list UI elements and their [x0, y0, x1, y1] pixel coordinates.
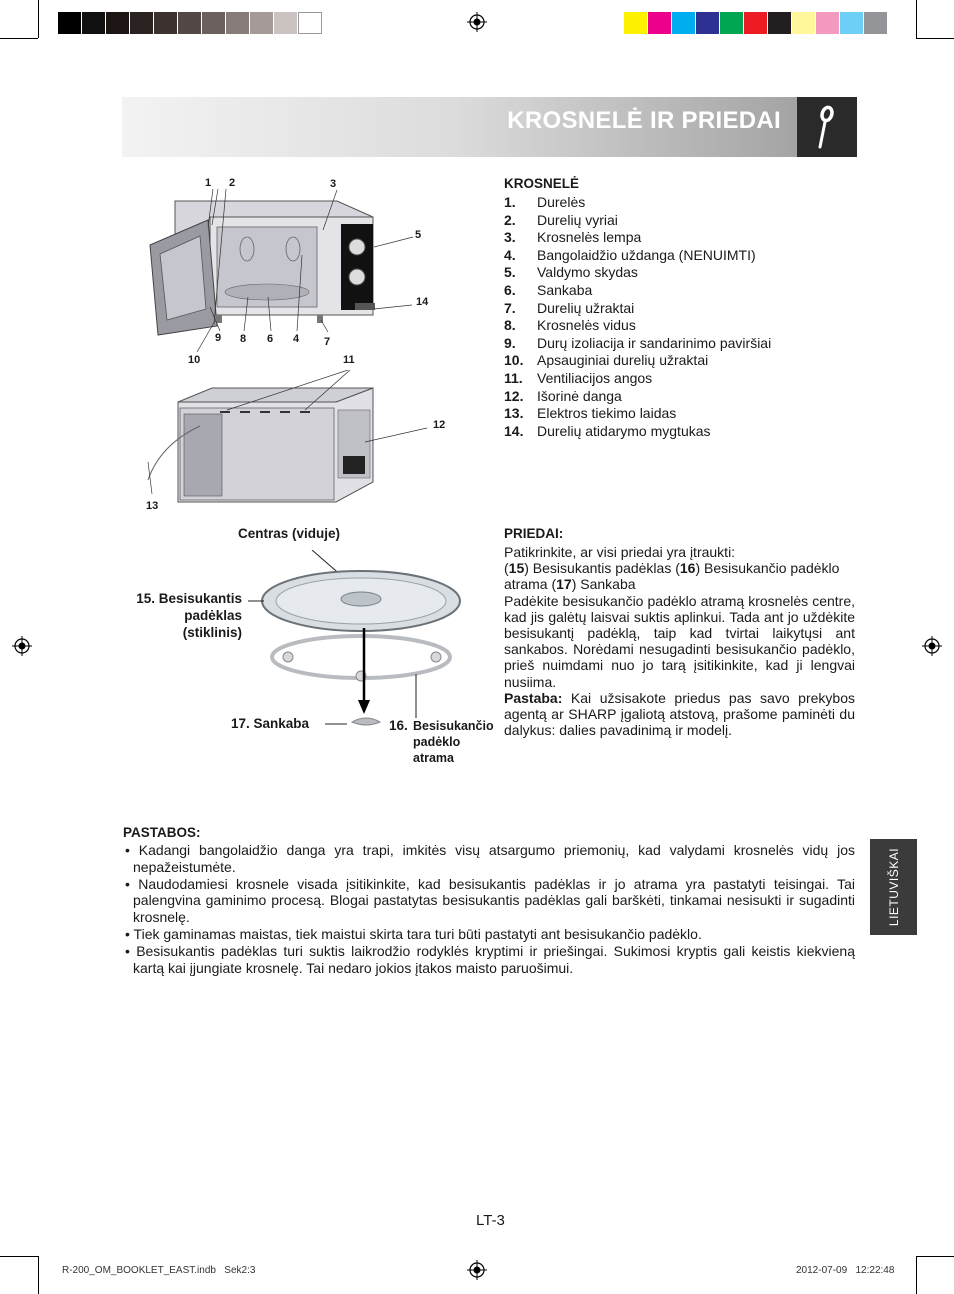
oven-part-item: [504, 423, 864, 441]
callout-number: 1: [205, 177, 212, 189]
registration-mark-icon: [12, 636, 32, 656]
callout-number: 7: [324, 336, 331, 348]
part-number: 13.: [504, 405, 524, 422]
oven-part-item: [504, 229, 864, 247]
accessories-text: [504, 544, 855, 738]
note-item: [123, 943, 855, 977]
support-label-line3: atrama: [413, 751, 454, 765]
oven-part-item: [504, 370, 864, 388]
oven-part-item: [504, 282, 864, 300]
part-label: Krosnelės vidus: [537, 317, 636, 334]
grayscale-calibration-bar: [58, 12, 322, 34]
callout-number: 5: [415, 229, 422, 241]
note-text: Besisukantis padėklas turi suktis laikrodžio rodyklės kryptimi ir priešingai. Sukimosi kryptis gali keistis kiekvieną kartą kai įjungiate krosnelę. Tai nedaro jokios įtakos maisto paruošimui.: [133, 942, 855, 976]
callout-number: 10: [188, 354, 201, 366]
oven-front-illustration: [140, 175, 480, 370]
oven-part-item: [504, 247, 864, 265]
calibration-swatch: [58, 12, 82, 34]
calibration-swatch: [720, 12, 744, 34]
part-label: Durelės: [537, 194, 586, 210]
calibration-swatch: [178, 12, 202, 34]
crop-mark: [916, 0, 917, 38]
accessories-section-title: PRIEDAI:: [504, 526, 564, 541]
section-header: [122, 97, 857, 157]
callout-number: 8: [240, 333, 247, 345]
callout-number: 4: [293, 333, 300, 345]
part-label: Durų izoliacija ir sandarinimo paviršiai: [537, 334, 772, 351]
part-number: 5.: [504, 264, 516, 281]
part-label: Krosnelės lempa: [537, 229, 642, 246]
callout-number: 11: [343, 354, 355, 366]
part-number: 2.: [504, 211, 516, 228]
part-number: 11.: [504, 369, 523, 386]
bullet-icon: •: [125, 842, 139, 858]
part-label: Išorinė danga: [537, 387, 622, 404]
part-label: Durelių užraktai: [537, 299, 635, 316]
oven-part-item: [504, 264, 864, 282]
part-label: Apsauginiai durelių užraktai: [537, 352, 709, 369]
part-label: Bangolaidžio uždanga (NENUIMTI): [537, 246, 756, 263]
calibration-swatch: [274, 12, 298, 34]
note-text: Kadangi bangolaidžio danga yra trapi, imkitės visų atsargumo priemonių, kad valydami krosnelės vidų jos nepažeistumėte.: [133, 842, 855, 875]
page-number: LT-3: [476, 1212, 505, 1229]
part-number: 3.: [504, 229, 516, 246]
crop-mark: [0, 38, 38, 39]
note-text: Tiek gaminamas maistas, tiek maistui skirta tara turi būti pastatyti ant besisukančio padėklo.: [133, 925, 702, 942]
accessories-note: Pastaba: Kai užsisakote priedus pas savo prekybos agentą ar SHARP įgaliotą atstovą, prašome paminėti du dalykus: dalies pavadinimą ir modelį.: [504, 689, 855, 739]
support-label: [413, 718, 494, 766]
callout-number: 6: [267, 333, 274, 345]
part-number: 12.: [504, 387, 524, 404]
callout-number: 3: [330, 178, 337, 190]
crop-mark: [38, 1256, 39, 1294]
turntable-label-line1: 15. Besisukantis: [136, 591, 242, 606]
oven-part-item: [504, 194, 864, 212]
part-number: 8.: [504, 317, 516, 334]
crop-mark: [38, 0, 39, 38]
support-label-line2: padėklo: [413, 735, 461, 749]
part-label: Ventiliacijos angos: [537, 369, 653, 386]
calibration-swatch: [864, 12, 888, 34]
callout-number: 2: [229, 177, 236, 189]
part-label: Durelių vyriai: [537, 211, 618, 228]
calibration-swatch: [624, 12, 648, 34]
callout-number: 12: [433, 419, 446, 431]
part-label: Elektros tiekimo laidas: [537, 405, 677, 422]
oven-parts-list: [504, 194, 864, 440]
calibration-swatch: [298, 12, 322, 34]
page-title: KROSNELĖ IR PRIEDAI: [507, 107, 781, 134]
footer-file-info: R-200_OM_BOOKLET_EAST.indb Sek2:3: [62, 1265, 256, 1276]
callout-number: 14: [416, 296, 429, 308]
oven-part-item: [504, 352, 864, 370]
calibration-swatch: [250, 12, 274, 34]
accessories-list: (15) Besisukantis padėklas (16) Besisukančio padėklo atrama (17) Sankaba: [504, 560, 840, 593]
notes-title: PASTABOS:: [123, 825, 201, 840]
crop-mark: [0, 1256, 38, 1257]
color-calibration-bar: [624, 12, 888, 34]
registration-mark-icon: [467, 12, 487, 32]
oven-part-item: [504, 317, 864, 335]
part-label: Valdymo skydas: [537, 264, 638, 281]
calibration-swatch: [840, 12, 864, 34]
calibration-swatch: [154, 12, 178, 34]
notes-list: [123, 842, 855, 976]
support-label-number: 16.: [389, 718, 408, 733]
note-text: Naudodamiesi krosnele visada įsitikinkite, kad besisukantis padėklas ir jo atrama yra pastatyti teisingai. Tai palengvina gaminimo procesą. Blogai pastatytas besisukantis padėklas gali barškėti, tinkamai nesisukti ir sugadinti krosnelę.: [133, 875, 856, 926]
note-item: [123, 876, 855, 926]
language-side-tab: [870, 839, 917, 935]
bullet-icon: •: [125, 875, 139, 892]
calibration-swatch: [672, 12, 696, 34]
crop-mark: [916, 38, 954, 39]
part-number: 14.: [504, 422, 524, 439]
part-number: 9.: [504, 334, 516, 351]
crop-mark: [916, 1256, 954, 1257]
part-number: 1.: [504, 194, 516, 210]
language-tab-label: LIETUVIŠKAI: [886, 847, 901, 927]
calibration-swatch: [648, 12, 672, 34]
registration-mark-icon: [922, 636, 942, 656]
calibration-swatch: [696, 12, 720, 34]
calibration-swatch: [792, 12, 816, 34]
part-label: Sankaba: [537, 281, 593, 298]
chef-spoon-icon: [797, 97, 857, 157]
part-number: 7.: [504, 299, 516, 316]
oven-part-item: [504, 405, 864, 423]
part-label: Durelių atidarymo mygtukas: [537, 422, 711, 439]
calibration-swatch: [82, 12, 106, 34]
footer-timestamp: 2012-07-09 12:22:48: [796, 1265, 895, 1276]
bullet-icon: •: [125, 925, 134, 942]
note-item: [123, 842, 855, 876]
callout-number: 9: [215, 332, 222, 344]
support-label-line1: Besisukančio: [413, 719, 494, 733]
callout-number: 13: [146, 500, 159, 512]
turntable-label: [110, 590, 242, 641]
registration-mark-icon: [467, 1260, 487, 1280]
oven-back-illustration: [140, 370, 480, 510]
oven-part-item: [504, 300, 864, 318]
part-number: 4.: [504, 246, 516, 263]
calibration-swatch: [226, 12, 250, 34]
calibration-swatch: [106, 12, 130, 34]
oven-part-item: [504, 335, 864, 353]
calibration-swatch: [768, 12, 792, 34]
part-number: 10.: [504, 352, 524, 369]
oven-part-item: [504, 212, 864, 230]
turntable-label-line2: padėklas: [184, 608, 242, 623]
crop-mark: [916, 1256, 917, 1294]
calibration-swatch: [202, 12, 226, 34]
note-item: [123, 926, 855, 943]
accessories-intro: Patikrinkite, ar visi priedai yra įtraukti:: [504, 544, 736, 560]
calibration-swatch: [816, 12, 840, 34]
bullet-icon: •: [125, 942, 137, 959]
part-number: 6.: [504, 281, 516, 298]
coupler-label: 17. Sankaba: [231, 716, 310, 731]
turntable-label-line3: (stiklinis): [182, 625, 242, 640]
oven-section-title: KROSNELĖ: [504, 176, 580, 191]
oven-part-item: [504, 388, 864, 406]
calibration-swatch: [130, 12, 154, 34]
calibration-swatch: [744, 12, 768, 34]
accessories-body: Padėkite besisukančio padėklo atramą krosnelės centre, kad jis galėtų laisvai suktis aplinkui. Tada ant jo uždėkite besisukantį padėklą, taip kad tvirtai laikytųsi ant sankabos. Norėdami nesugadinti besisukančio padėklo, prieš nuimdami nuo jo tarą įsitikinkite, kad ji lengvai nusiima.: [504, 592, 855, 690]
center-label: Centras (viduje): [238, 526, 341, 541]
